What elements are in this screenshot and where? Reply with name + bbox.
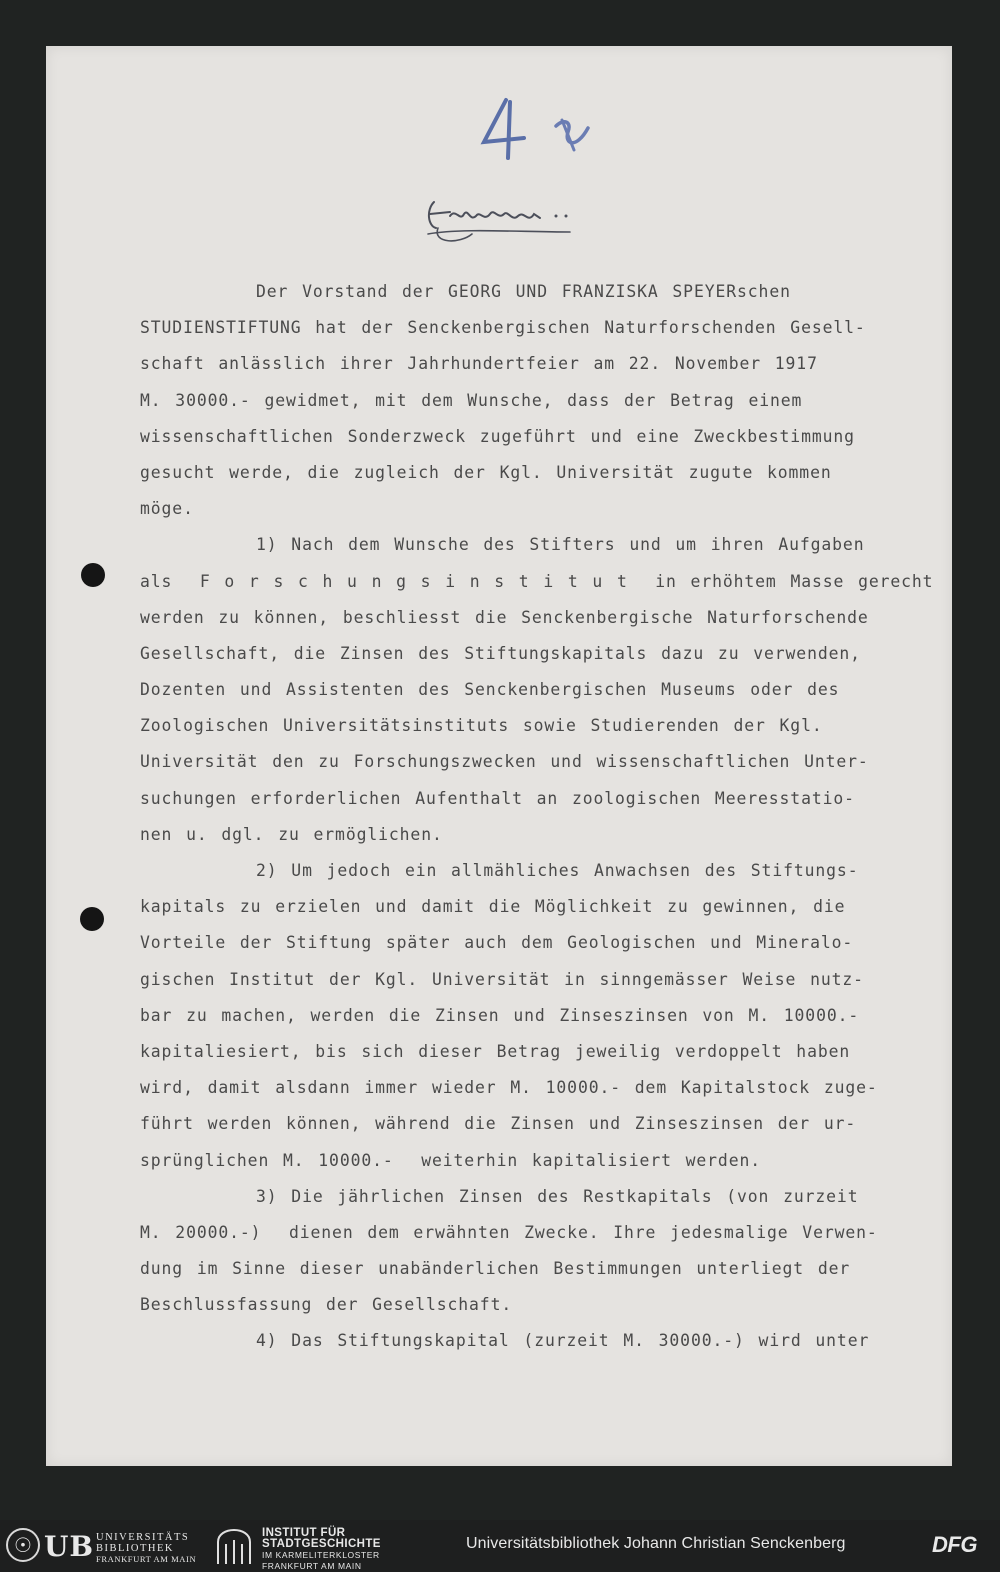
typed-line: Der Vorstand der GEORG UND FRANZISKA SPEYERschen — [256, 282, 791, 301]
isg-sub-line: IM KARMELITERKLOSTER — [262, 1550, 380, 1560]
typed-line: M. 30000.- gewidmet, mit dem Wunsche, dass der Betrag einem — [140, 390, 803, 410]
typed-line: kapitals zu erzielen und damit die Möglichkeit zu gewinnen, die — [140, 897, 846, 917]
isg-building-icon — [214, 1528, 254, 1566]
ub-seal-icon: ☉ — [6, 1528, 40, 1562]
isg-line: STADTGESCHICHTE — [262, 1538, 381, 1550]
handwritten-entwurf-note — [420, 188, 580, 252]
typed-line: schaft anlässlich ihrer Jahrhundertfeier am 22. November 1917 — [140, 354, 818, 374]
dfg-logo: DFG — [932, 1532, 977, 1557]
typed-line: 3) Die jährlichen Zinsen des Restkapitals (von zurzeit — [256, 1186, 859, 1206]
typed-line: Beschlussfassung der Gesellschaft. — [140, 1295, 513, 1315]
typed-line: führt werden können, während die Zinsen und Zinseszinsen der ur- — [140, 1114, 857, 1134]
typed-line: bar zu machen, werden die Zinsen und Zinseszinsen von M. 10000.- — [140, 1005, 860, 1025]
typed-line: STUDIENSTIFTUNG hat der Senckenbergischen Naturforschenden Gesell- — [140, 318, 866, 338]
typed-line: werden zu können, beschliesst die Senckenbergische Naturforschende — [140, 607, 869, 627]
ub-logo-mark: UB — [44, 1530, 95, 1563]
isg-logo-text — [262, 1528, 381, 1572]
typed-line: 1) Nach dem Wunsche des Stifters und um ihren Aufgaben — [256, 535, 865, 555]
typed-line: als F o r s c h u n g s i n s t i t u t in erhöhtem Masse gerecht — [140, 571, 934, 591]
ub-logo-text — [96, 1532, 196, 1565]
typed-line: suchungen erforderlichen Aufenthalt an zoologischen Meeresstatio- — [140, 788, 855, 808]
ub-line: BIBLIOTHEK — [96, 1543, 174, 1554]
typed-line: wissenschaftlichen Sonderzweck zugeführt und eine Zweckbestimmung — [140, 426, 855, 446]
typed-line: gesucht werde, die zugleich der Kgl. Universität zugute kommen — [140, 462, 832, 482]
typed-line: gischen Institut der Kgl. Universität in sinngemässer Weise nutz- — [140, 969, 864, 989]
handwritten-page-number — [476, 92, 606, 172]
typed-line: wird, damit alsdann immer wieder M. 10000.- dem Kapitalstock zuge- — [140, 1078, 878, 1098]
ub-line: FRANKFURT AM MAIN — [96, 1554, 197, 1564]
typed-line: Universität den zu Forschungszwecken und wissenschaftlichen Unter- — [140, 752, 869, 772]
isg-line: INSTITUT FÜR — [262, 1527, 346, 1539]
library-title: Universitätsbibliothek Johann Christian Senckenberg — [466, 1535, 846, 1552]
typed-line: 4) Das Stiftungskapital (zurzeit M. 30000.-) wird unter — [256, 1331, 870, 1351]
typed-line: Dozenten und Assistenten des Senckenbergischen Museums oder des — [140, 680, 840, 700]
typed-line: kapitaliesiert, bis sich dieser Betrag jeweilig verdoppelt haben — [140, 1041, 851, 1061]
isg-sub-line: FRANKFURT AM MAIN — [262, 1561, 362, 1571]
typed-line: nen u. dgl. zu ermöglichen. — [140, 824, 443, 844]
typed-line: Vorteile der Stiftung später auch dem Geologischen und Mineralo- — [140, 933, 854, 953]
typewritten-body — [140, 274, 934, 1360]
typed-line: Zoologischen Universitätsinstituts sowie Studierenden der Kgl. — [140, 716, 823, 736]
punch-hole-lower — [80, 907, 104, 931]
footer-bar — [0, 1520, 1000, 1572]
typed-line: sprünglichen M. 10000.- weiterhin kapitalisiert werden. — [140, 1150, 762, 1170]
typed-line: dung im Sinne dieser unabänderlichen Bestimmungen unterliegt der — [140, 1259, 851, 1279]
punch-hole-upper — [81, 563, 105, 587]
typed-line: M. 20000.-) dienen dem erwähnten Zwecke. Ihre jedesmalige Verwen- — [140, 1222, 878, 1242]
ub-line: UNIVERSITÄTS — [96, 1532, 190, 1543]
typed-line: Gesellschaft, die Zinsen des Stiftungskapitals dazu zu verwenden, — [140, 643, 861, 663]
typed-line: 2) Um jedoch ein allmähliches Anwachsen des Stiftungs- — [256, 861, 859, 880]
typed-line: möge. — [140, 499, 194, 519]
